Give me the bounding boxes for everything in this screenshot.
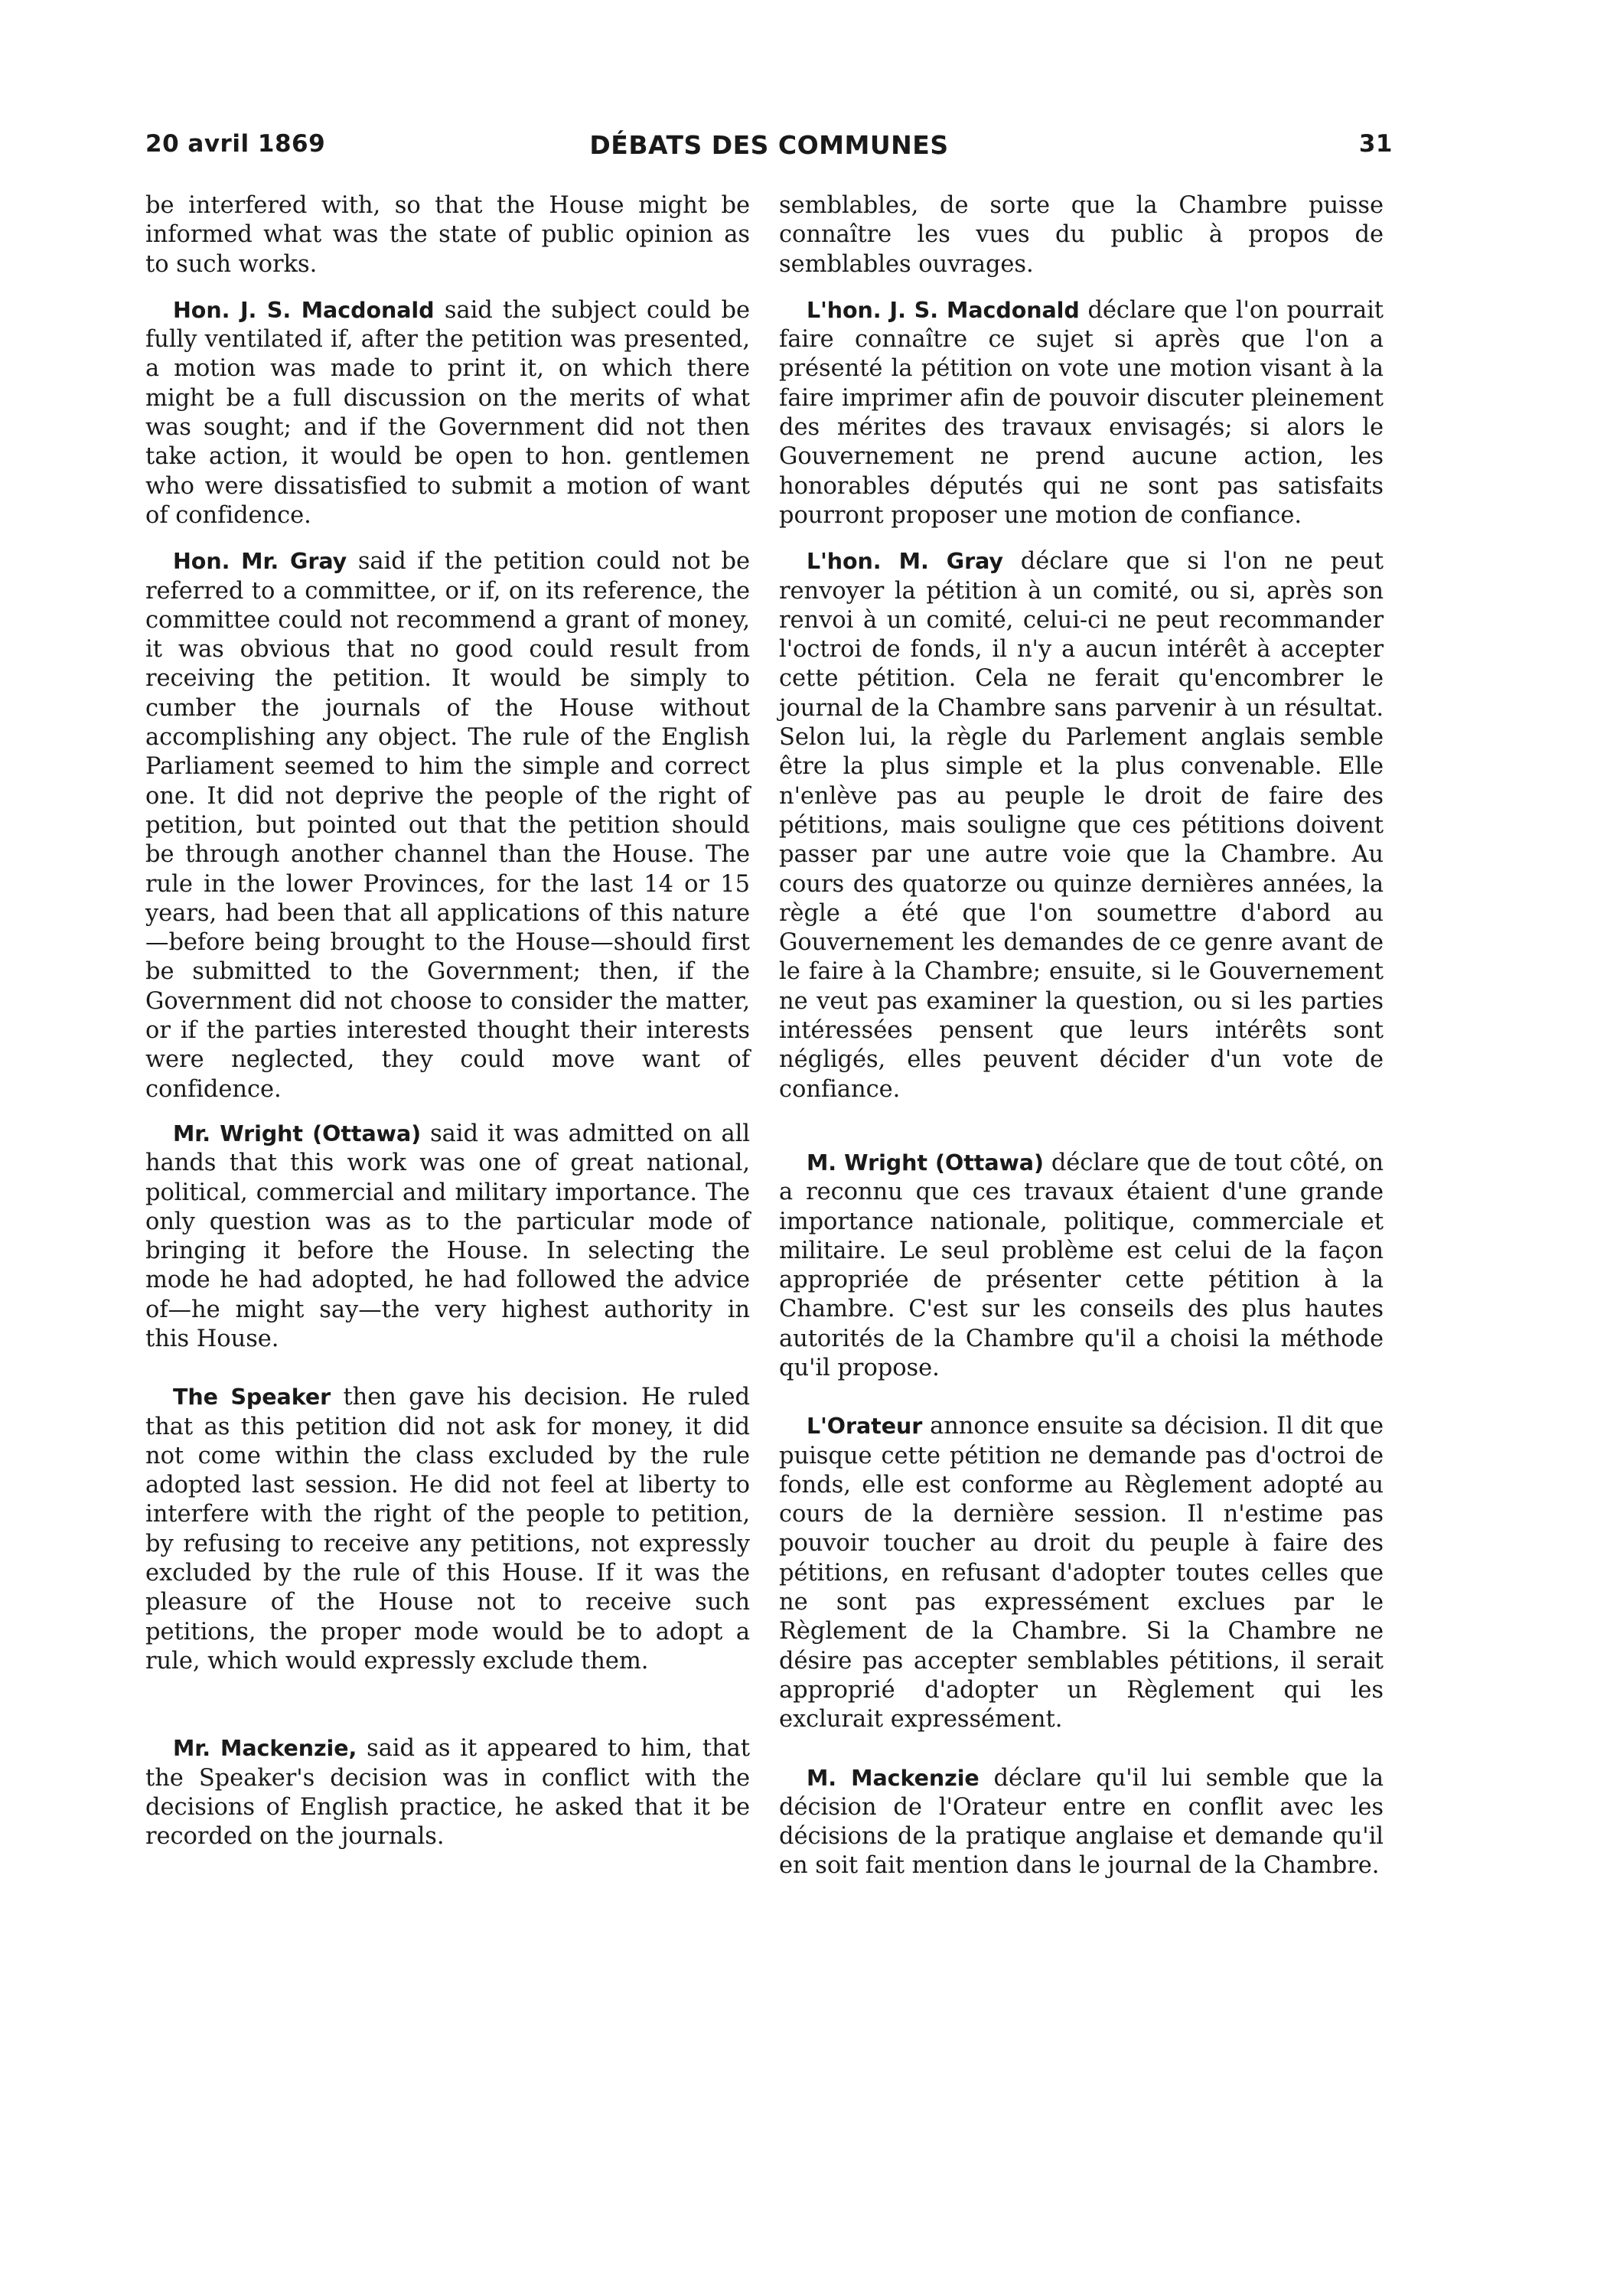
paragraph-text: be interfered with, so that the House might be informed what was the state of public opinion as to such works.	[145, 192, 750, 278]
paragraph-text: said the subject could be fully ventilated if, after the petition was presented, a motion was made to print it, on which there might be a full discussion on the merits of what was sought; and if the Government did not then take action, it would be open to hon. gentlemen who were dissatisfied to submit a motion of want of confidence.	[145, 296, 750, 529]
french-paragraph	[779, 547, 1384, 1104]
speaker-name: L'Orateur	[807, 1414, 923, 1440]
english-paragraph	[145, 1120, 750, 1354]
french-paragraph	[779, 1149, 1384, 1383]
speaker-name: Mr. Mackenzie,	[173, 1736, 357, 1762]
english-paragraph	[145, 1383, 750, 1676]
paragraph-text: said as it appeared to him, that the Speaker's decision was in conflict with the decisions of English practice, he asked that it be recorded on the journals.	[145, 1735, 750, 1851]
french-column	[779, 191, 1384, 1881]
paragraph-text: semblables, de sorte que la Chambre puisse connaître les vues du public à propos de semblables ouvrages.	[779, 192, 1384, 278]
paragraph-text: déclare que si l'on ne peut renvoyer la pétition à un comité, ou si, après son renvoi à un comité, celui-ci ne peut recommander l'octroi de fonds, il n'y a aucun intérêt à accepter cette pétition. Cela ne ferait qu'encombrer le journal de la Chambre sans parvenir à un résultat. Selon lui, la règle du Parlement anglais semble être la plus simple et la plus convenable. Elle n'enlève pas au peuple le droit de faire des pétitions, mais souligne que ces pétitions doivent passer par une autre voie que la Chambre. Au cours des quatorze ou quinze dernières années, la règle a été que l'on soumettre d'abord au Gouvernement les demandes de ce genre avant de le faire à la Chambre; ensuite, si le Gouvernement ne veut pas examiner la question, ou si les parties intéressées pensent que leurs intérêts sont négligés, elles peuvent décider d'un vote de confiance.	[779, 548, 1384, 1103]
french-paragraph	[779, 191, 1384, 279]
paragraph-text: annonce ensuite sa décision. Il dit que puisque cette pétition ne demande pas d'octroi de fonds, elle est conforme au Règlement adopté au cours de la dernière session. Il n'estime pas pouvoir toucher au droit du peuple à faire des pétitions, en refusant d'adopter toutes celles que ne sont pas expressément exclues par le Règlement de la Chambre. Si la Chambre ne désire pas accepter semblables pétitions, il serait approprié d'adopter un Règlement qui les exclurait expressément.	[779, 1413, 1384, 1733]
french-paragraph	[779, 1764, 1384, 1881]
speaker-name: L'hon. J. S. Macdonald	[807, 297, 1080, 323]
paragraph-text: déclare que l'on pourrait faire connaître ce sujet si après que l'on a présenté la pétition on vote une motion visant à la faire imprimer afin de pouvoir discuter pleinement des mérites des travaux envisagés; si alors le Gouvernement ne prend aucune action, les honorables députés qui ne sont pas satisfaits pourront proposer une motion de confiance.	[779, 296, 1384, 529]
speaker-name: M. Mackenzie	[807, 1765, 980, 1791]
paragraph-text: then gave his decision. He ruled that as this petition did not ask for money, it did not come within the class excluded by the rule adopted last session. He did not feel at liberty to interfere with the right of the people to petition, by refusing to receive any petitions, not expressly excluded by the rule of this House. If it was the pleasure of the House not to receive such petitions, the proper mode would be to adopt a rule, which would expressly exclude them.	[145, 1384, 750, 1675]
english-paragraph	[145, 296, 750, 530]
speaker-name: Hon. J. S. Macdonald	[173, 297, 435, 323]
english-column	[145, 191, 750, 1851]
paragraph-text: déclare qu'il lui semble que la décision de l'Orateur entre en conflit avec les décisions de la pratique anglaise et demande qu'il en soit fait mention dans le journal de la Chambre.	[779, 1764, 1384, 1880]
speaker-name: Hon. Mr. Gray	[173, 549, 347, 575]
english-paragraph	[145, 547, 750, 1104]
english-paragraph	[145, 191, 750, 279]
paragraph-text: déclare que de tout côté, on a reconnu que ces travaux étaient d'une grande importance nationale, politique, commerciale et militaire. Le seul problème est celui de la façon appropriée de présenter cette pétition à la Chambre. C'est sur les conseils des plus hautes autorités de la Chambre qu'il a choisi la méthode qu'il propose.	[779, 1149, 1384, 1381]
speaker-name: M. Wright (Ottawa)	[807, 1150, 1044, 1176]
running-header	[145, 130, 1393, 168]
header-date: 20 avril 1869	[145, 130, 326, 158]
speaker-name: Mr. Wright (Ottawa)	[173, 1120, 422, 1146]
header-title: DÉBATS DES COMMUNES	[589, 130, 949, 160]
french-paragraph	[779, 296, 1384, 530]
speaker-name: L'hon. M. Gray	[807, 549, 1003, 575]
english-paragraph	[145, 1734, 750, 1851]
paragraph-text: said it was admitted on all hands that this work was one of great national, political, commercial and military importance. The only question was as to the particular mode of bringing it before the House. In selecting the mode he had adopted, he had followed the advice of—he might say—the very highest authority in this House.	[145, 1120, 751, 1352]
paragraph-text: said if the petition could not be referred to a committee, or if, on its reference, the committee could not recommend a grant of money, it was obvious that no good could result from receiving the petition. It would be simply to cumber the journals of the House without accomplishing any object. The rule of the English Parliament seemed to him the simple and correct one. It did not deprive the people of the right of petition, but pointed out that the petition should be through another channel than the House. The rule in the lower Provinces, for the last 14 or 15 years, had been that all applications of this nature—before being brought to the House—should first be submitted to the Government; then, if the Government did not choose to consider the matter, or if the parties interested thought their interests were neglected, they could move want of confidence.	[145, 548, 750, 1103]
french-paragraph	[779, 1412, 1384, 1734]
speaker-name: The Speaker	[173, 1384, 331, 1411]
page-number: 31	[1358, 130, 1393, 158]
